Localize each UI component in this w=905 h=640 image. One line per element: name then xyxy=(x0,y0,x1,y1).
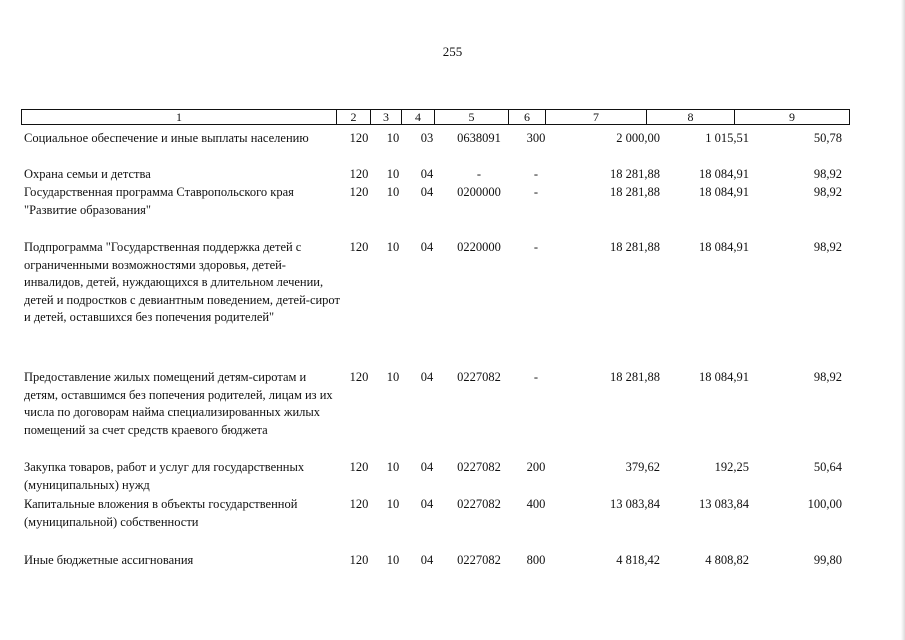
row-col-2: 120 xyxy=(349,370,369,384)
page-number: 255 xyxy=(442,44,463,59)
row-name: Иные бюджетные ассигнования xyxy=(24,553,194,567)
row-col-3: 10 xyxy=(386,240,400,254)
row-col-7: 379,62 xyxy=(625,460,660,474)
row-col-5: 0227082 xyxy=(457,460,501,474)
table-header xyxy=(21,109,850,125)
row-col-3: 10 xyxy=(386,131,400,145)
row-col-5: 0227082 xyxy=(457,553,501,567)
row-col-6: 300 xyxy=(526,131,546,145)
row-col-4: 04 xyxy=(420,370,434,384)
row-col-6: - xyxy=(533,240,539,254)
header-col-8: 8 xyxy=(647,110,735,124)
row-col-3: 10 xyxy=(386,497,400,511)
row-col-2: 120 xyxy=(349,167,369,181)
row-col-6: - xyxy=(533,185,539,199)
row-col-8: 13 083,84 xyxy=(699,497,749,511)
row-name: Предоставление жилых помещений детям-сиротам и детям, оставшимся без попечения родителей, лицам из их числа по договорам найма специализированных жилых помещений за счет средств краевого бюджета xyxy=(24,370,333,437)
row-name: Закупка товаров, работ и услуг для государственных (муниципальных) нужд xyxy=(24,460,305,492)
row-col-7: 18 281,88 xyxy=(610,370,660,384)
row-col-5: - xyxy=(476,167,482,181)
row-col-6: 800 xyxy=(526,553,546,567)
row-col-4: 04 xyxy=(420,497,434,511)
row-col-5: 0220000 xyxy=(457,240,501,254)
header-col-7: 7 xyxy=(546,110,647,124)
row-name: Государственная программа Ставропольского края "Развитие образования" xyxy=(24,185,294,217)
header-col-5: 5 xyxy=(435,110,509,124)
row-col-2: 120 xyxy=(349,131,369,145)
row-col-9: 98,92 xyxy=(813,240,842,254)
page-edge-shadow xyxy=(901,0,905,640)
row-col-2: 120 xyxy=(349,497,369,511)
row-col-4: 04 xyxy=(420,240,434,254)
row-col-7: 18 281,88 xyxy=(610,167,660,181)
row-col-2: 120 xyxy=(349,460,369,474)
row-col-8: 18 084,91 xyxy=(699,185,749,199)
row-col-5: 0638091 xyxy=(457,131,501,145)
row-col-2: 120 xyxy=(349,553,369,567)
row-col-9: 50,78 xyxy=(813,131,842,145)
row-name: Подпрограмма "Государственная поддержка детей с ограниченными возможностями здоровья, детей-инвалидов, детей, нуждающихся в длительном лечении, детей и подростков с девиантным поведением, детей-сирот и детей, оставшихся без попечения родителей" xyxy=(24,240,340,324)
row-col-3: 10 xyxy=(386,460,400,474)
header-col-9: 9 xyxy=(789,110,795,124)
row-col-4: 03 xyxy=(420,131,434,145)
row-col-4: 04 xyxy=(420,553,434,567)
row-col-7: 18 281,88 xyxy=(610,240,660,254)
row-col-6: - xyxy=(533,370,539,384)
row-col-9: 98,92 xyxy=(813,370,842,384)
row-col-9: 98,92 xyxy=(813,167,842,181)
row-col-9: 100,00 xyxy=(807,497,842,511)
row-name: Охрана семьи и детства xyxy=(24,167,151,181)
row-col-3: 10 xyxy=(386,185,400,199)
row-col-3: 10 xyxy=(386,553,400,567)
row-col-4: 04 xyxy=(420,185,434,199)
row-name: Социальное обеспечение и иные выплаты населению xyxy=(24,131,309,145)
row-col-3: 10 xyxy=(386,370,400,384)
row-col-8: 192,25 xyxy=(714,460,749,474)
header-col-2: 2 xyxy=(337,110,371,124)
row-col-9: 98,92 xyxy=(813,185,842,199)
row-col-2: 120 xyxy=(349,185,369,199)
row-col-4: 04 xyxy=(420,460,434,474)
row-col-8: 4 808,82 xyxy=(705,553,749,567)
row-col-6: - xyxy=(533,167,539,181)
row-col-5: 0227082 xyxy=(457,370,501,384)
row-col-7: 18 281,88 xyxy=(610,185,660,199)
row-col-8: 1 015,51 xyxy=(705,131,749,145)
header-col-6: 6 xyxy=(509,110,546,124)
header-col-4: 4 xyxy=(402,110,435,124)
header-col-3: 3 xyxy=(371,110,402,124)
row-col-6: 400 xyxy=(526,497,546,511)
row-col-5: 0227082 xyxy=(457,497,501,511)
row-col-7: 13 083,84 xyxy=(610,497,660,511)
row-col-4: 04 xyxy=(420,167,434,181)
header-col-1: 1 xyxy=(22,110,337,124)
row-col-2: 120 xyxy=(349,240,369,254)
row-col-3: 10 xyxy=(386,167,400,181)
row-col-5: 0200000 xyxy=(457,185,501,199)
row-col-8: 18 084,91 xyxy=(699,370,749,384)
row-col-8: 18 084,91 xyxy=(699,240,749,254)
row-col-7: 2 000,00 xyxy=(616,131,660,145)
row-col-8: 18 084,91 xyxy=(699,167,749,181)
row-col-9: 99,80 xyxy=(813,553,842,567)
row-name: Капитальные вложения в объекты государственной (муниципальной) собственности xyxy=(24,497,298,529)
row-col-7: 4 818,42 xyxy=(616,553,660,567)
row-col-9: 50,64 xyxy=(813,460,842,474)
row-col-6: 200 xyxy=(526,460,546,474)
